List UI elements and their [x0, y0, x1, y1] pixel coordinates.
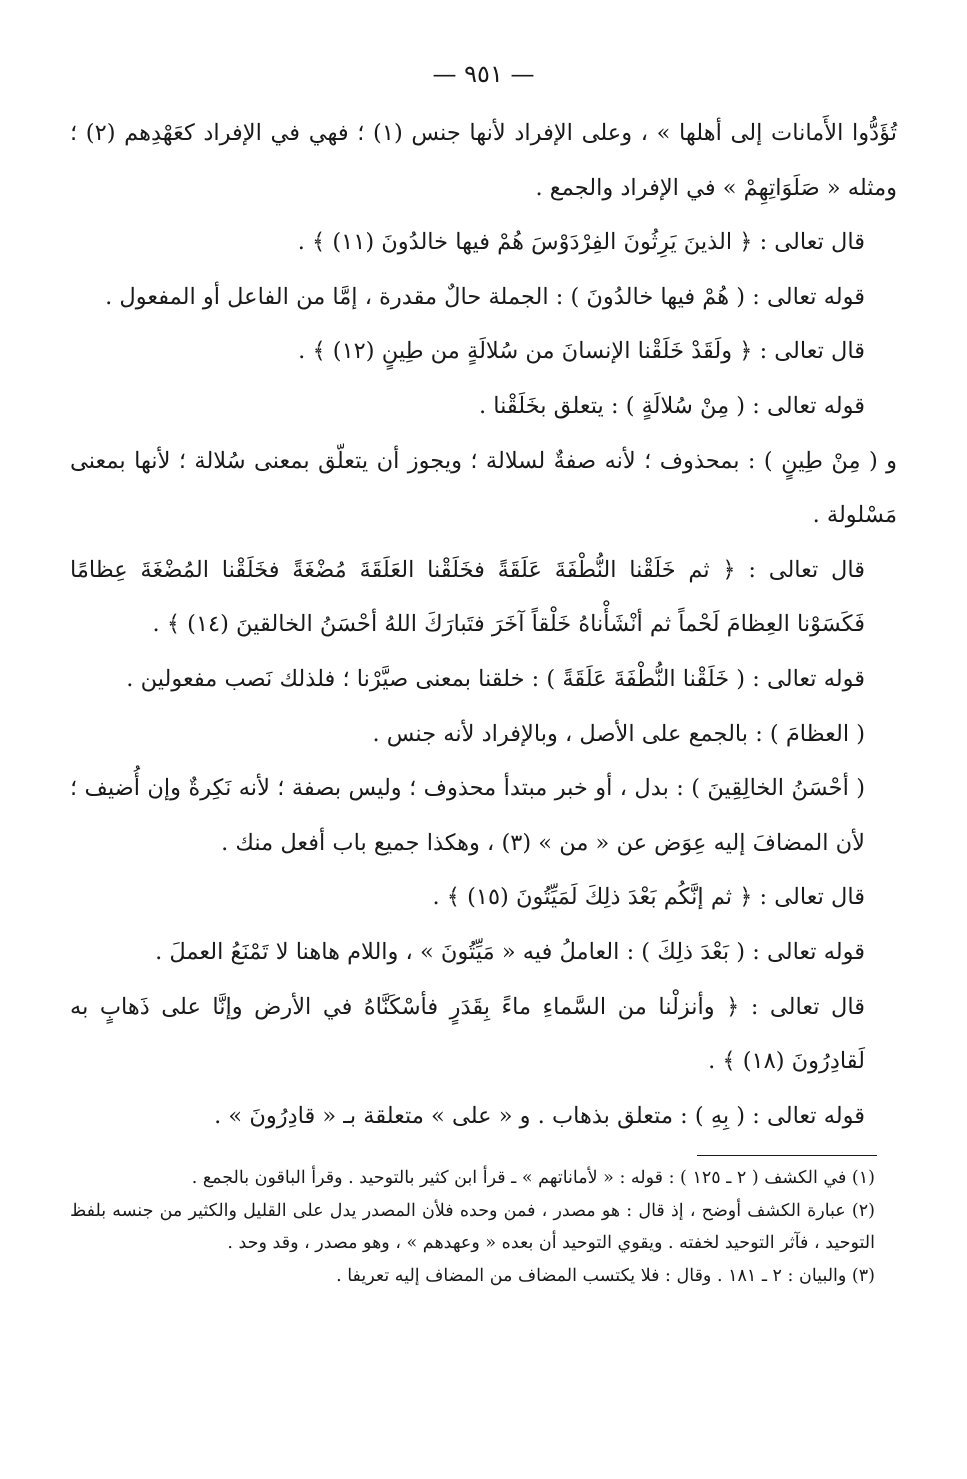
paragraph: ( أحْسَنُ الخالِقِينَ ) : بدل ، أو خبر مبتدأ محذوف ؛ وليس بصفة ؛ لأنه نَكِرةٌ وإن أُضيف ؛ لأن المضافَ إليه عِوَض عن « من » (٣) ، وهكذا جميع باب أفعل منك .	[70, 775, 865, 856]
paragraph: تُؤَدُّوا الأَمانات إلى أهلها » ، وعلى الإفراد لأنها جنس (١) ؛ فهي في الإفراد كعَهْدِهم (٢) ؛ ومثله « صَلَوَاتِهِمْ » في الإفراد والجمع .	[70, 120, 897, 201]
paragraph: قوله تعالى : ( خَلَقْنا النُّطْفَةَ عَلَقَةً ) : خلقنا بمعنى صيَّرْنا ؛ فلذلك نَصب مفعولين .	[126, 665, 865, 692]
paragraph: قوله تعالى : ( بِهِ ) : متعلق بذهاب . و « على » متعلقة بـ « قادِرُونَ » .	[214, 1102, 865, 1129]
footnote: (٣) والبيان : ٢ ـ ١٨١ . وقال : فلا يكتسب المضاف من المضاف إليه تعريفا .	[336, 1265, 875, 1286]
paragraph: قوله تعالى : ( بَعْدَ ذلِكَ ) : العاملُ فيه « مَيِّتُونَ » ، واللام هاهنا لا تَمْنَعُ العملَ .	[155, 938, 865, 965]
footnote: (٢) عبارة الكشف أوضح ، إذ قال : هو مصدر ، فمن وحده فلأن المصدر يدل على القليل والكثير من جنسه بلفظ التوحيد ، فآثر التوحيد لخفته . ويقوي التوحيد أن بعده « وعهدهم » ، وهو مصدر ، وقد وحد .	[70, 1200, 875, 1254]
paragraph: قال تعالى : ﴿ ثم إنَّكُم بَعْدَ ذلِكَ لَمَيِّتُونَ (١٥) ﴾ .	[432, 884, 865, 911]
paragraph: و ( مِنْ طِينٍ ) : بمحذوف ؛ لأنه صفةٌ لسلالة ؛ ويجوز أن يتعلّق بمعنى سُلالة ؛ لأنها بمعنى مَسْلولة .	[70, 447, 897, 529]
paragraph: قال تعالى : ﴿ وأنزلْنا من السَّماءِ ماءً بِقَدَرٍ فأسْكَنَّاهُ في الأرض وإنَّا على ذَهابٍ به لَقادِرُونَ (١٨) ﴾ .	[70, 993, 865, 1075]
footnote: (١) في الكشف ( ٢ ـ ١٢٥ ) : قوله : « لأماناتهم » ـ قرأ ابن كثير بالتوحيد . وقرأ الباقون بالجمع .	[191, 1168, 875, 1189]
paragraph: قال تعالى : ﴿ ولَقَدْ خَلَقْنا الإنسانَ من سُلالَةٍ من طِينٍ (١٢) ﴾ .	[298, 338, 865, 365]
footnote-divider	[697, 1155, 877, 1156]
paragraph: ( العظامَ ) : بالجمع على الأصل ، وبالإفراد لأنه جنس .	[372, 720, 865, 747]
footnotes	[70, 1162, 897, 1292]
page-number: — ٩٥١ —	[432, 60, 535, 88]
main-text	[70, 106, 897, 1143]
book-page	[70, 60, 897, 1292]
paragraph: قوله تعالى : ( مِنْ سُلالَةٍ ) : يتعلق بخَلَقْنا .	[478, 392, 865, 419]
paragraph: قال تعالى : ﴿ الذينَ يَرِثُونَ الفِرْدَوْسَ هُمْ فيها خالدُونَ (١١) ﴾ .	[297, 229, 865, 256]
paragraph: قال تعالى : ﴿ ثم خَلَقْنا النُّطْفَةَ عَلَقَةً فخَلَقْنا العَلَقَةَ مُضْغَةً فخَلَقْنا المُضْغَةَ عِظامًا فَكَسَوْنا العِظامَ لَحْماً ثم أنْشَأْناهُ خَلْقاً آخَرَ فتَبارَكَ اللهُ أحْسَنُ الخالقينَ (١٤) ﴾ .	[70, 556, 865, 638]
paragraph: قوله تعالى : ( هُمْ فيها خالدُونَ ) : الجملة حالٌ مقدرة ، إمَّا من الفاعل أو المفعول .	[105, 283, 865, 310]
